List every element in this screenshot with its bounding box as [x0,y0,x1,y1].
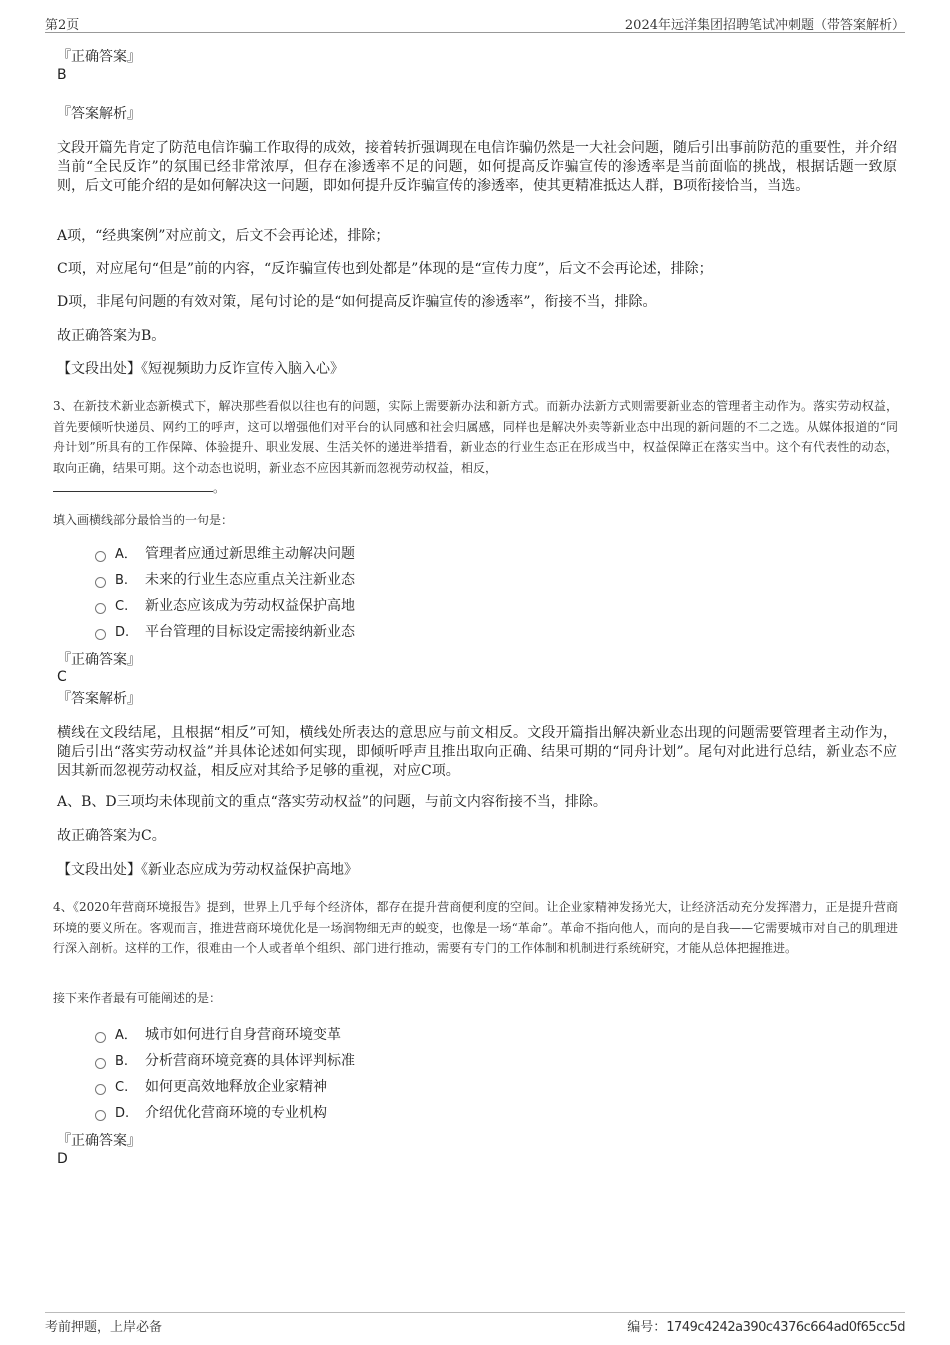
option-d[interactable] [95,622,355,642]
source-title: 《短视频助力反诈宣传入脑入心》 [141,361,344,377]
analysis-label: 『答案解析』 [57,691,141,707]
question-4-stem: 4、《2020年营商环境报告》提到，世界上几乎每个经济体，都存在提升营商便利度的空间。让企业家精神发扬光大，让经济活动充分发挥潜力，正是提升营商环境的要义所在。客观而言，推进营商环境优化是一场润物细无声的蜕变，也像是一场“革命”。革命不指向他人，而向的是自我——它需要城市对自己的肌理进行深入剖析。这样的工作，很难由一个人或者单个组织、部门进行推动，需要有专门的工作体制和机制进行系统研究，才能从总体把握推进。 [53,900,898,955]
option-text: 平台管理的目标设定需接纳新业态 [145,624,355,640]
option-letter: B. [115,573,129,588]
option-b[interactable] [95,1051,355,1071]
correct-answer-value: D [57,1151,68,1167]
correct-answer-label: 『正确答案』 [57,1133,141,1149]
radio-icon[interactable] [95,577,106,588]
page-number: 第2页 [45,18,80,33]
radio-icon[interactable] [95,1058,106,1069]
option-letter: A． [115,547,137,562]
serial-value: 1749c4242a390c4376c664ad0f65cc5d [666,1320,905,1335]
radio-icon[interactable] [95,1084,106,1095]
source-label: 【文段出处】 [57,862,141,878]
correct-answer-value: C [57,669,67,685]
analysis-options-abd: A、B、D三项均未体现前文的重点“落实劳动权益”的问题，与前文内容衔接不当，排除。 [57,794,607,810]
question-3-stem [53,396,898,499]
correct-answer-value: B [57,67,67,83]
analysis-paragraph: 文段开篇先肯定了防范电信诈骗工作取得的成效，接着转折强调现在电信诈骗仍然是一大社会问题，随后引出事前防范的重要性，并介绍当前“全民反诈”的氛围已经非常浓厚，但存在渗透率不足的问题，如何提高反诈骗宣传的渗透率是当前面临的挑战，根据话题一致原则，后文可能介绍的是如何解决这一问题，即如何提升反诈骗宣传的渗透率，使其更精准抵达人群，B项衔接恰当，当选。 [57,140,897,194]
option-text: 未来的行业生态应重点关注新业态 [145,572,355,588]
analysis-paragraph: 横线在文段结尾，且根据“相反”可知，横线处所表达的意思应与前文相反。文段开篇指出解决新业态出现的问题需要管理者主动作为，随后引出“落实劳动权益”并具体论述如何实现，即倾听呼声且推出取向正确、结果可期的“同舟计划”。尾句对此进行总结，新业态不应因其新而忽视劳动权益，相反应对其给予足够的重视，对应C项。 [57,725,897,779]
source-line [57,360,897,379]
option-letter: D. [115,1106,130,1121]
option-b[interactable] [95,570,355,590]
analysis-conclusion: 故正确答案为B。 [57,328,166,344]
option-letter: A． [115,1028,137,1043]
analysis-option-c: C项，对应尾句“但是”前的内容，“反诈骗宣传也到处都是”体现的是“宣传力度”，后文不会再论述，排除； [57,261,713,277]
radio-icon[interactable] [95,551,106,562]
document-serial [627,1316,905,1335]
analysis-label: 『答案解析』 [57,106,141,122]
option-text: 介绍优化营商环境的专业机构 [145,1105,327,1121]
option-text: 城市如何进行自身营商环境变革 [145,1027,341,1043]
option-a[interactable] [95,1025,341,1045]
option-letter: B. [115,1054,129,1069]
page-header [45,14,905,33]
radio-icon[interactable] [95,629,106,640]
option-letter: D. [115,625,130,640]
source-label: 【文段出处】 [57,361,141,377]
option-c[interactable] [95,596,355,616]
question-4-prompt: 接下来作者最有可能阐述的是： [53,991,222,1005]
stem-end-punct: 。 [213,481,226,495]
analysis-option-d: D项，非尾句问题的有效对策，尾句讨论的是“如何提高反诈骗宣传的渗透率”，衔接不当，排除。 [57,294,657,310]
option-c[interactable] [95,1077,327,1097]
option-letter: C. [115,599,129,614]
page-footer [45,1312,905,1337]
source-title: 《新业态应成为劳动权益保护高地》 [141,862,358,878]
question-stem-text: 3、在新技术新业态新模式下，解决那些看似以往也有的问题，实际上需要新办法和新方式。而新办法新方式则需要新业态的管理者主动作为。落实劳动权益，首先要倾听快递员、网约工的呼声，这可以增强他们对平台的认同感和社会归属感，同样也是解决外卖等新业态中出现的新问题的不二之选。从媒体报道的“同舟计划”所具有的工作保障、体验提升、职业发展、生活关怀的递进举措看，新业态的行业生态正在形成当中，权益保障正在落实当中。这个有代表性的动态，取向正确，结果可期。这个动态也说明，新业态不应因其新而忽视劳动权益，相反， [53,399,898,475]
question-3-prompt: 填入画横线部分最恰当的一句是： [53,513,234,527]
option-text: 如何更高效地释放企业家精神 [145,1079,327,1095]
source-line [57,861,897,880]
option-text: 分析营商环境竞赛的具体评判标准 [145,1053,355,1069]
option-d[interactable] [95,1103,327,1123]
radio-icon[interactable] [95,1032,106,1043]
serial-label: 编号： [627,1320,667,1335]
option-text: 管理者应通过新思维主动解决问题 [145,546,355,562]
option-letter: C. [115,1080,129,1095]
analysis-option-a: A项，“经典案例”对应前文，后文不会再论述，排除； [57,228,390,244]
option-a[interactable] [95,544,355,564]
document-title: 2024年远洋集团招聘笔试冲刺题（带答案解析） [624,18,905,33]
correct-answer-label: 『正确答案』 [57,652,141,668]
radio-icon[interactable] [95,603,106,614]
correct-answer-label: 『正确答案』 [57,49,141,65]
radio-icon[interactable] [95,1110,106,1121]
fill-blank-line [53,479,213,492]
option-text: 新业态应该成为劳动权益保护高地 [145,598,355,614]
analysis-conclusion: 故正确答案为C。 [57,828,166,844]
footer-slogan: 考前押题，上岸必备 [45,1320,163,1335]
